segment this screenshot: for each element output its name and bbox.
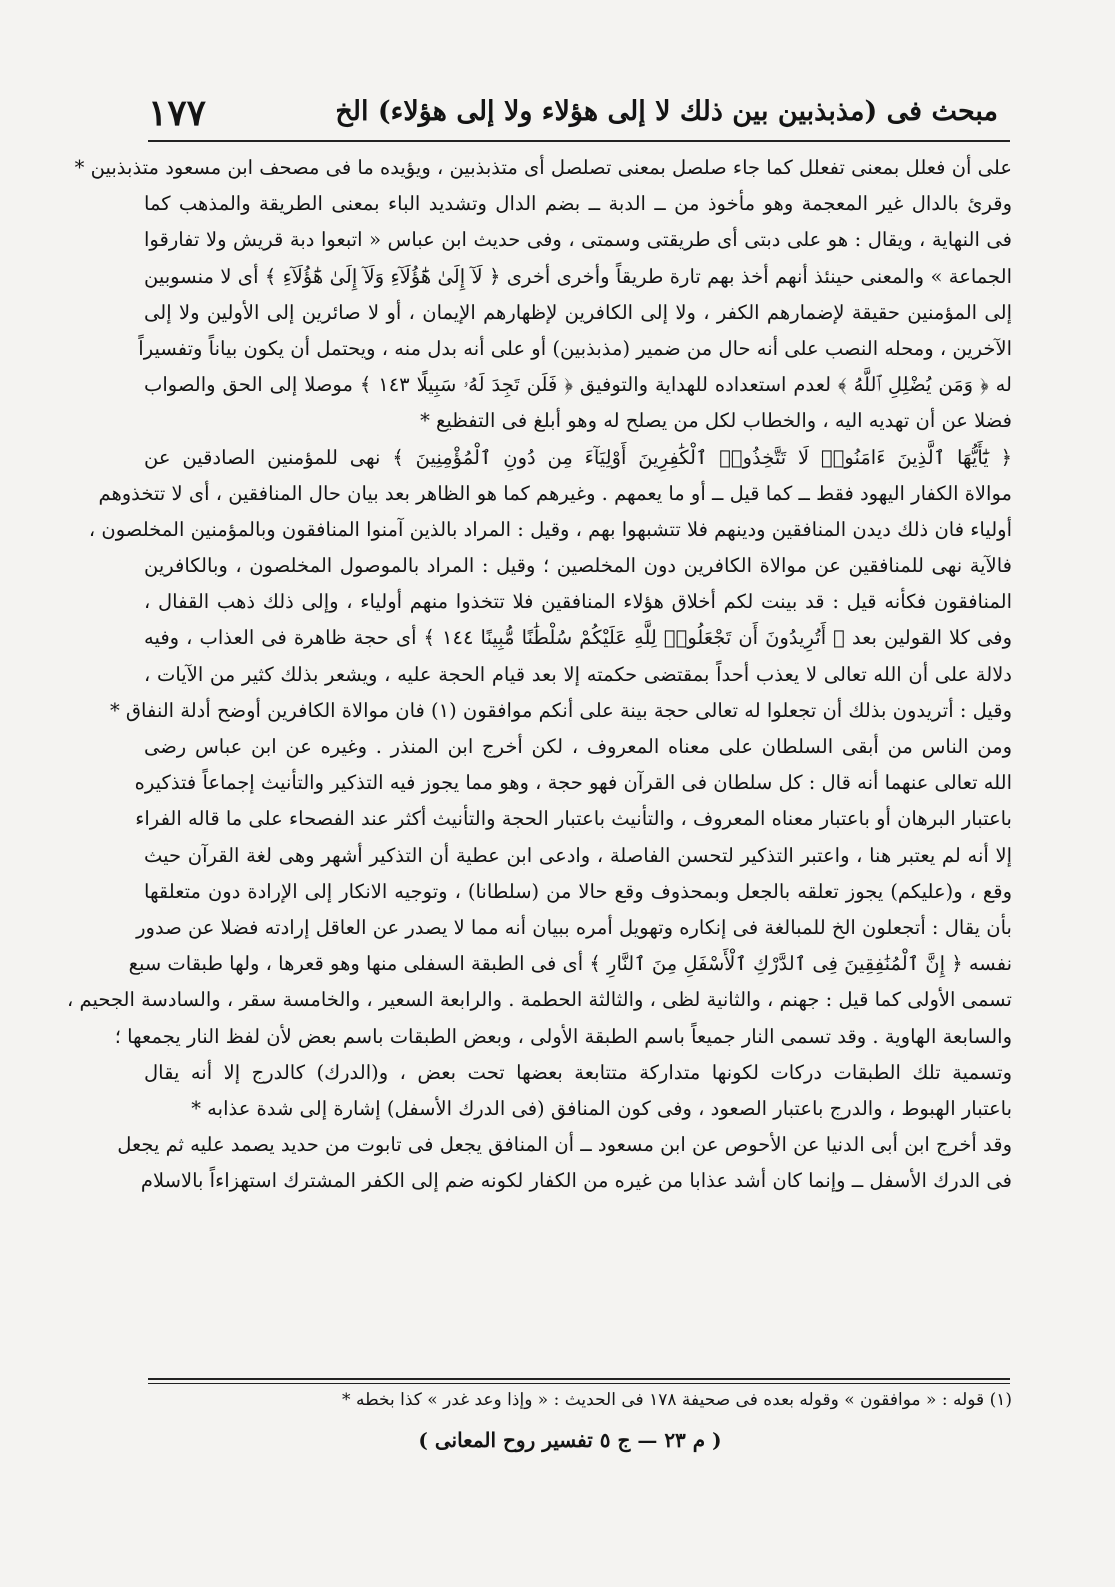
text-line: بأن يقال : أتجعلون الخ للمبالغة فى إنكاره وتهويل أمره ببيان أنه مما لا يصدر عن العاقل إرادته فضلا عن صدور xyxy=(136,915,1012,939)
running-title: مبحث فى (مذبذبين بين ذلك لا إلى هؤلاء ولا إلى هؤلاء) الخ xyxy=(335,96,998,127)
text-line: فى النهاية ، ويقال : هو على دبتى أى طريقتى وسمتى ، وفى حديث ابن عباس « اتبعوا دبة قريش ولا تفارقوا xyxy=(144,228,1012,252)
text-line: على أن فعلل بمعنى تفعلل كما جاء صلصل بمعنى تصلصل أى متذبذبين ، ويؤيده ما فى مصحف ابن مسعود متذبذبين * xyxy=(74,156,1012,179)
footnote-rule-bottom xyxy=(148,1383,1010,1384)
text-line: ومن الناس من أبقى السلطان على معناه المعروف ، لكن أخرج ابن المنذر . وغيره عن ابن عباس رضى xyxy=(144,735,1012,758)
page-header xyxy=(148,92,998,138)
header-rule xyxy=(148,140,1010,142)
text-line: فالآية نهى للمنافقين عن موالاة الكافرين دون المخلصين ؛ وقيل : المراد بالموصول المخلصون ، وبالكافرين xyxy=(144,554,1012,578)
text-line: وقد أخرج ابن أبى الدنيا عن الأحوص عن ابن مسعود ــ أن المنافق يجعل فى تابوت من حديد يصمد عليه ثم يجعل xyxy=(117,1133,1012,1157)
text-line: وتسمية تلك الطبقات دركات لكونها متداركة متتابعة بعضها تحت بعض ، و(الدرك) كالدرج إلا أنه يقال xyxy=(144,1060,1012,1084)
text-line: والسابعة الهاوية . وقد تسمى النار جميعاً باسم الطبقة الأولى ، وبعض الطبقات باسم بعض لأن لفظ النار يجمعها ؛ xyxy=(114,1024,1012,1048)
footnote: (١) قوله : « موافقون » وقوله بعده فى صحيفة ١٧٨ فى الحديث : « وإذا وعد غدر » كذا بخطه * xyxy=(342,1390,1012,1410)
text-line: الآخرين ، ومحله النصب على أنه حال من ضمير (مذبذبين) أو على أنه بدل منه ، ويحتمل أن يكون بياناً وتفسيراً xyxy=(138,336,1012,360)
text-line: تسمى الأولى كما قيل : جهنم ، والثانية لظى ، والثالثة الحطمة . والرابعة السعير ، والخامسة سقر ، والسادسة الجحيم ، xyxy=(67,988,1012,1012)
text-line: أولياء فان ذلك ديدن المنافقين ودينهم فلا تتشبهوا بهم ، وقيل : المراد بالذين آمنوا المنافقون وبالمؤمنين المخلصون ، xyxy=(88,517,1012,541)
text-line: الجماعة » والمعنى حينئذ أنهم أخذ بهم تارة طريقاً وأخرى أخرى ﴿ لَآ إِلَىٰ هَٰٓؤُلَآءِ وَلَآ إِلَىٰ هَٰٓؤُلَآءِ ﴾ أى لا منسوبين xyxy=(144,264,1012,288)
text-line: إلا أنه لم يعتبر هنا ، واعتبر التذكير لتحسن الفاصلة ، وادعى ابن عطية أن التذكير أشهر وهى لغة القرآن حيث xyxy=(144,843,1012,867)
text-line: المنافقون فكأنه قيل : قد بينت لكم أخلاق هؤلاء المنافقين فلا تتخذوا منهم أولياء ، وإلى ذلك ذهب القفال ، xyxy=(144,590,1012,614)
text-line: وقيل : أتريدون بذلك أن تجعلوا له تعالى حجة بينة على أنكم موافقون (١) فان موالاة الكافرين أوضح أدلة النفاق * xyxy=(109,698,1012,722)
text-line: وقع ، و(عليكم) يجوز تعلقه بالجعل وبمحذوف وقع حالا من (سلطانا) ، وتوجيه الانكار إلى الإرادة دون متعلقها xyxy=(144,879,1012,903)
text-line: ﴿ يَٰٓأَيُّهَا ٱلَّذِينَ ءَامَنُوا۟ لَا تَتَّخِذُوا۟ ٱلْكَٰفِرِينَ أَوْلِيَآءَ مِن دُونِ ٱلْمُؤْمِنِينَ ﴾ نهى للمؤمنين الصادقين عن xyxy=(144,445,1012,469)
text-line: وفى كلا القولين بعد ﴿ أَتُرِيدُونَ أَن تَجْعَلُوا۟ لِلَّهِ عَلَيْكُمْ سُلْطَٰنًا مُّبِينًا ١٤٤ ﴾ أى حجة ظاهرة فى العذاب ، وفيه xyxy=(144,626,1013,650)
text-line: فى الدرك الأسفل ــ وإنما كان أشد عذابا من غيره من الكفار لكونه ضم إلى الكفر المشترك استهزاءاً بالاسلام xyxy=(140,1169,1012,1193)
text-line: إلى المؤمنين حقيقة لإضمارهم الكفر ، ولا إلى الكافرين لإظهارهم الإيمان ، أو لا صائرين إلى الأولين ولا إلى xyxy=(144,300,1012,324)
text-line: باعتبار الهبوط ، والدرج باعتبار الصعود ، وفى كون المنافق (فى الدرك الأسفل) إشارة إلى شدة عذابه * xyxy=(191,1096,1012,1120)
text-line: وقرئ بالدال غير المعجمة وهو مأخوذ من ــ الدبة ــ بضم الدال وتشديد الباء بمعنى الطريقة والمذهب كما xyxy=(144,192,1012,216)
main-text xyxy=(67,150,1013,1199)
text-line: فضلا عن أن تهديه اليه ، والخطاب لكل من يصلح له وهو أبلغ فى التفظيع * xyxy=(420,409,1012,433)
text-line: دلالة على أن الله تعالى لا يعذب أحداً بمقتضى حكمته إلا بعد قيام الحجة عليه ، ويشعر بذلك كثير من الآيات ، xyxy=(144,662,1012,686)
text-line: نفسه ﴿ إِنَّ ٱلْمُنَٰفِقِينَ فِى ٱلدَّرْكِ ٱلْأَسْفَلِ مِنَ ٱلنَّارِ ﴾ أى فى الطبقة السفلى منها وهو قعرها ، ولها طبقات سبع xyxy=(128,952,1012,976)
text-line: له ﴿ وَمَن يُضْلِلِ ٱللَّهُ ﴾ لعدم استعداده للهداية والتوفيق ﴿ فَلَن تَجِدَ لَهُۥ سَبِيلًا ١٤٣ ﴾ موصلا إلى الحق والصواب xyxy=(144,373,1012,397)
footnote-rule-top xyxy=(148,1378,1010,1380)
text-line: موالاة الكفار اليهود فقط ــ كما قيل ــ أو ما يعمهم . وغيرهم كما هو الظاهر بعد بيان حال المنافقين ، أى لا تتخذوهم xyxy=(98,481,1012,505)
text-line: الله تعالى عنهما أنه قال : كل سلطان فى القرآن فهو حجة ، وهو مما يجوز فيه التذكير والتأنيث إجماعاً فتذكيره xyxy=(134,771,1012,795)
signature-footer: ( م ٢٣ — ج ٥ تفسير روح المعانى ) xyxy=(418,1428,722,1452)
page-number: ١٧٧ xyxy=(148,92,207,134)
text-line: باعتبار البرهان أو باعتبار معناه المعروف ، والتأنيث باعتبار الحجة والتأنيث أكثر عند الفصحاء على ما قاله الفراء xyxy=(135,807,1012,831)
